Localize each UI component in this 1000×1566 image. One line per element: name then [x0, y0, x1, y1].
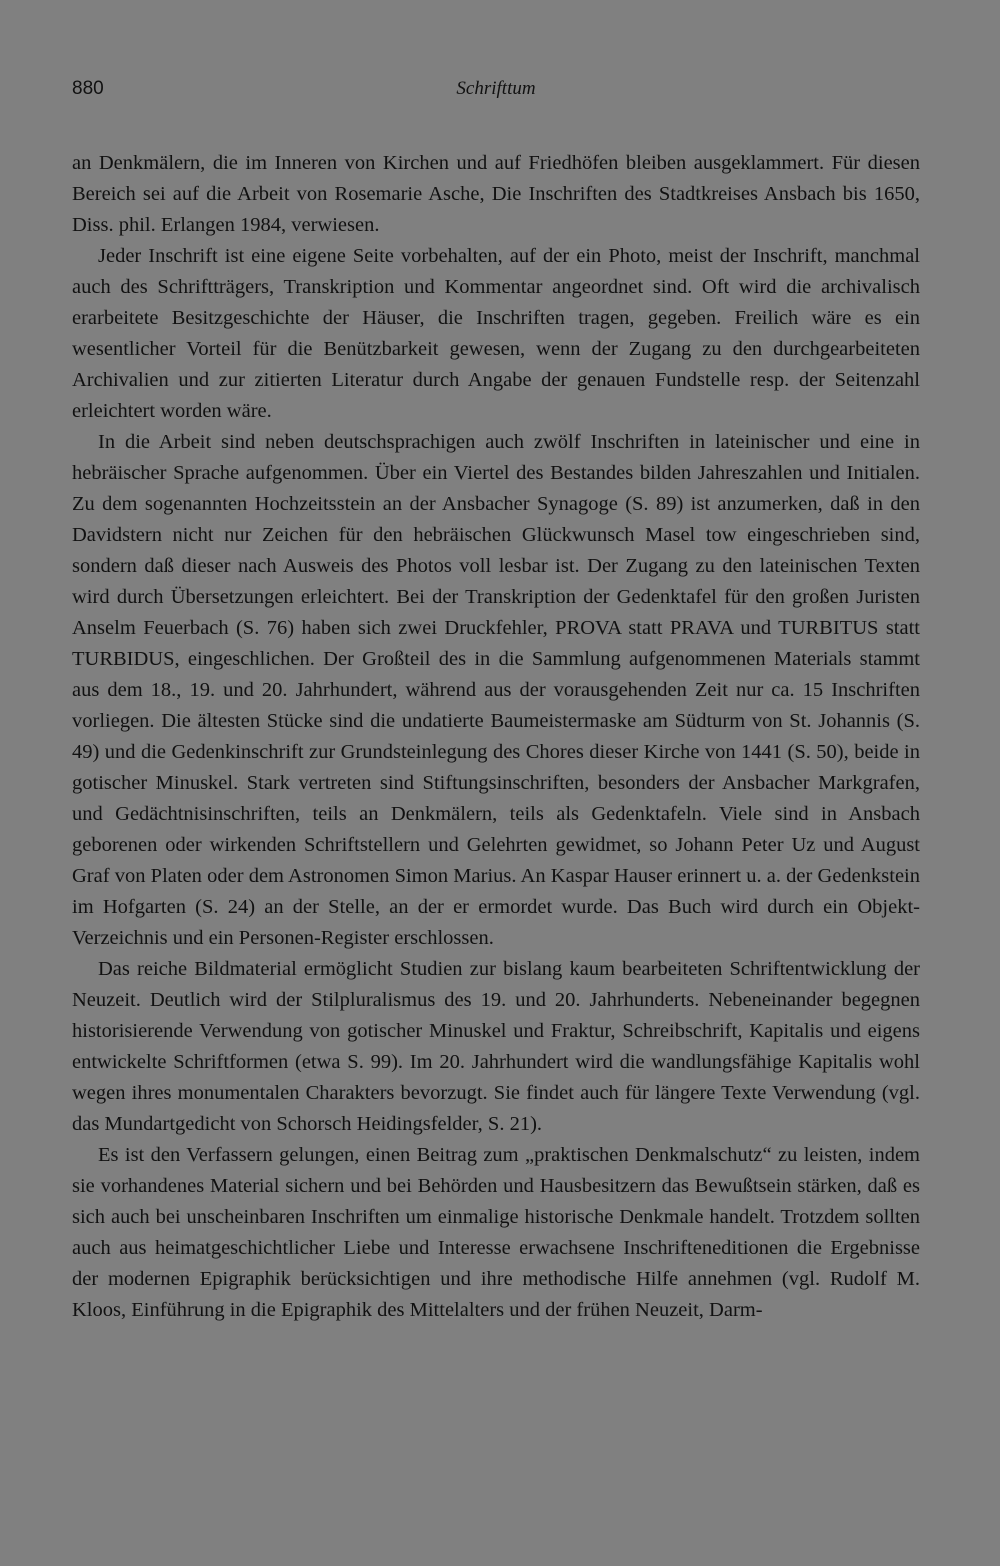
paragraph-2: Jeder Inschrift ist eine eigene Seite vorbehalten, auf der ein Photo, meist der Inschrift, manchmal auch des Schriftträgers, Transkription und Kommentar angeordnet sind. Oft wird die archivalisch erarbeitete Besitzgeschichte der Häuser, die Inschriften tragen, gegeben. Freilich wäre es ein wesentlicher Vorteil für die Benützbarkeit gewesen, wenn der Zugang zu den durchgearbeiteten Archivalien und zur zitierten Literatur durch Angabe der genauen Fundstelle resp. der Seitenzahl erleichtert worden wäre.: [72, 245, 920, 422]
paragraph-1: an Denkmälern, die im Inneren von Kirchen und auf Friedhöfen bleiben ausgeklammert. Für diesen Bereich sei auf die Arbeit von Rosemarie Asche, Die Inschriften des Stadtkreises Ansbach bis 1650, Diss. phil. Erlangen 1984, verwiesen.: [72, 152, 920, 236]
paragraph-3: In die Arbeit sind neben deutschsprachigen auch zwölf Inschriften in lateinischer und eine in hebräischer Sprache aufgenommen. Über ein Viertel des Bestandes bilden Jahreszahlen und Initialen. Zu dem sogenannten Hochzeitsstein an der Ansbacher Synagoge (S. 89) ist anzumerken, daß in den Davidstern nicht nur Zeichen für den hebräischen Glückwunsch Masel tow eingeschrieben sind, sondern daß dieser nach Ausweis des Photos voll lesbar ist. Der Zugang zu den lateinischen Texten wird durch Übersetzungen erleichtert. Bei der Transkription der Gedenktafel für den großen Juristen Anselm Feuerbach (S. 76) haben sich zwei Druckfehler, PROVA statt PRAVA und TURBITUS statt TURBIDUS, eingeschlichen. Der Großteil des in die Sammlung aufgenommenen Materials stammt aus dem 18., 19. und 20. Jahrhundert, während aus der vorausgehenden Zeit nur ca. 15 Inschriften vorliegen. Die ältesten Stücke sind die undatierte Baumeistermaske am Südturm von St. Johannis (S. 49) und die Gedenkinschrift zur Grundsteinlegung des Chores dieser Kirche von 1441 (S. 50), beide in gotischer Minuskel. Stark vertreten sind Stiftungsinschriften, besonders der Ansbacher Markgrafen, und Gedächtnisinschriften, teils an Denkmälern, teils als Gedenktafeln. Viele sind in Ansbach geborenen oder wirkenden Schriftstellern und Gelehrten gewidmet, so Johann Peter Uz und August Graf von Platen oder dem Astronomen Simon Marius. An Kaspar Hauser erinnert u. a. der Gedenkstein im Hofgarten (S. 24) an der Stelle, an der er ermordet wurde. Das Buch wird durch ein Objekt-Verzeichnis und ein Personen-Register erschlossen.: [72, 431, 920, 949]
document-page: [72, 78, 920, 1326]
paragraph-4: Das reiche Bildmaterial ermöglicht Studien zur bislang kaum bearbeiteten Schriftentwicklung der Neuzeit. Deutlich wird der Stilpluralismus des 19. und 20. Jahrhunderts. Nebeneinander begegnen historisierende Verwendung von gotischer Minuskel und Fraktur, Schreibschrift, Kapitalis und eigens entwickelte Schriftformen (etwa S. 99). Im 20. Jahrhundert wird die wandlungsfähige Kapitalis wohl wegen ihres monumentalen Charakters bevorzugt. Sie findet auch für längere Texte Verwendung (vgl. das Mundartgedicht von Schorsch Heidingsfelder, S. 21).: [72, 958, 920, 1135]
page-header: [72, 78, 920, 118]
page-number: 880: [72, 78, 104, 99]
running-title: Schrifttum: [456, 78, 536, 99]
paragraph-5: Es ist den Verfassern gelungen, einen Beitrag zum „praktischen Denkmalschutz“ zu leisten, indem sie vorhandenes Material sichern und bei Behörden und Hausbesitzern das Bewußtsein stärken, daß es sich auch bei unscheinbaren Inschriften um einmalige historische Denkmale handelt. Trotzdem sollten auch aus heimatgeschichtlicher Liebe und Interesse erwachsene Inschrifteneditionen die Ergebnisse der modernen Epigraphik berücksichtigen und ihre methodische Hilfe annehmen (vgl. Rudolf M. Kloos, Einführung in die Epigraphik des Mittelalters und der frühen Neuzeit, Darm-: [72, 1144, 920, 1321]
body-text: [72, 148, 920, 1326]
